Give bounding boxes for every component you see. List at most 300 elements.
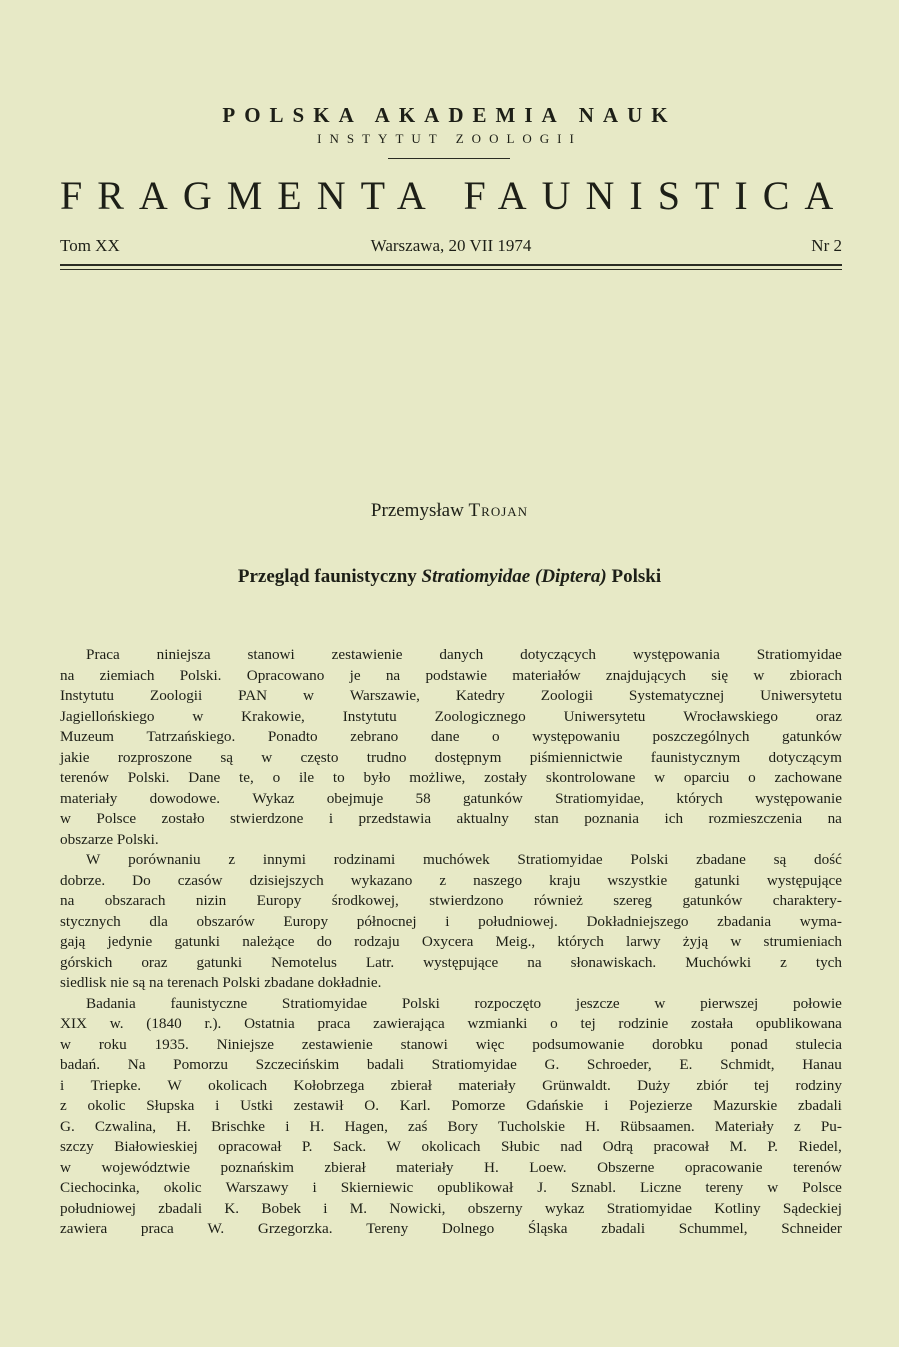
- word: Odrą: [602, 1138, 634, 1155]
- word: znajdujących: [605, 666, 687, 684]
- word: Niniejsze: [216, 1035, 274, 1053]
- word: Kołobrzega: [293, 1076, 365, 1094]
- word: Jagiellońskiego: [60, 707, 155, 725]
- word: Skierniewic: [340, 1179, 414, 1196]
- word: opublikowana: [755, 1015, 842, 1032]
- word: dowodowe.: [149, 789, 221, 807]
- word: materiały: [458, 1076, 516, 1094]
- word: oparciu: [683, 769, 730, 786]
- word: Polski: [401, 994, 440, 1012]
- word: dorobku: [652, 1035, 703, 1053]
- word: została: [690, 1015, 734, 1032]
- word: zbadane: [264, 974, 318, 991]
- word: Uniwersytetu: [760, 687, 842, 704]
- word: ich: [664, 810, 684, 827]
- word: w.: [109, 1015, 124, 1032]
- word: Praca: [86, 646, 120, 663]
- word: stulecia: [795, 1035, 842, 1053]
- word: Gdańskie: [526, 1097, 584, 1114]
- word: o: [748, 769, 756, 786]
- paragraph-line: [60, 1178, 842, 1199]
- word: zestawił: [293, 1097, 344, 1114]
- word: opracował: [218, 1138, 282, 1155]
- word: poznania: [584, 810, 640, 827]
- word: muchówek: [423, 851, 490, 868]
- word: PAN: [238, 687, 268, 704]
- word: Opracowano: [246, 666, 325, 684]
- word: Schmidt,: [720, 1056, 775, 1073]
- word: do: [316, 933, 332, 950]
- word: Stratiomyidae: [606, 1199, 692, 1217]
- paragraph-line: [60, 953, 842, 974]
- word: M.: [349, 1199, 368, 1217]
- word: Zoologii: [540, 687, 594, 704]
- word: Polski.: [116, 830, 159, 848]
- word: Schroeder,: [586, 1056, 652, 1073]
- word: na: [827, 810, 842, 827]
- word: gają: [60, 933, 86, 950]
- word: Instytutu: [60, 687, 115, 704]
- word: wyma-: [799, 912, 842, 930]
- word: faunistycznym: [650, 748, 741, 766]
- author-last-name: Trojan: [468, 500, 529, 521]
- word: opracowanie: [684, 1158, 763, 1176]
- word: i: [312, 1179, 317, 1196]
- word: Tucholskie: [498, 1117, 565, 1135]
- word: obszarze: [60, 830, 117, 848]
- word: J.: [537, 1179, 547, 1196]
- word: Latr.: [365, 953, 395, 971]
- word: Do: [132, 871, 151, 889]
- word: obszarach: [104, 892, 166, 909]
- word: również: [533, 892, 583, 909]
- word: okolicach: [208, 1076, 268, 1094]
- word: Wrocławskiego: [683, 707, 778, 725]
- word: Polski.: [127, 769, 170, 786]
- word: Stratiomyidae: [517, 851, 603, 868]
- word: Ustki: [240, 1097, 273, 1114]
- word: kraju: [549, 871, 581, 889]
- word: K.: [224, 1199, 240, 1217]
- word: porównaniu: [128, 851, 201, 868]
- paragraph-line: [60, 1014, 842, 1035]
- word: wzmianki: [467, 1015, 528, 1032]
- word: w: [730, 933, 742, 950]
- word: je: [349, 666, 361, 684]
- paragraph-line: [60, 1117, 842, 1138]
- word: niniejsza: [156, 646, 211, 663]
- word: obszerny: [467, 1199, 523, 1217]
- word: Sack.: [332, 1138, 367, 1155]
- word: pracował: [653, 1138, 710, 1155]
- word: w: [303, 687, 315, 704]
- word: Zoologicznego: [434, 707, 526, 725]
- word: badań.: [60, 1056, 101, 1073]
- word: Polski: [222, 974, 265, 991]
- word: naszego: [473, 871, 523, 889]
- word: faunistyczne: [170, 994, 248, 1012]
- word: Dolnego: [441, 1220, 495, 1237]
- word: południowej: [60, 1199, 136, 1217]
- word: ponad: [730, 1035, 768, 1053]
- word: wszystkie: [607, 871, 668, 889]
- word: w: [767, 1179, 779, 1196]
- word: o: [492, 728, 500, 745]
- word: tych: [815, 953, 842, 971]
- word: w: [654, 994, 666, 1012]
- word: dobrze.: [60, 871, 106, 889]
- word: często: [300, 748, 339, 766]
- word: i: [323, 1199, 328, 1217]
- word: Polski: [630, 851, 669, 868]
- word: z: [60, 1097, 67, 1114]
- paragraph-line: [60, 727, 842, 748]
- word: obszarów: [196, 912, 255, 930]
- word: terenach: [167, 974, 223, 991]
- word: i: [60, 1076, 65, 1094]
- word: Muchówki: [685, 953, 752, 971]
- paragraph-line: [60, 809, 842, 830]
- volume-label: Tom XX: [60, 236, 120, 255]
- word: o: [550, 1015, 558, 1032]
- paragraph-line: [60, 768, 842, 789]
- word: więc: [475, 1035, 505, 1053]
- word: z: [439, 871, 447, 889]
- word: możliwe,: [409, 769, 466, 786]
- word: występujące: [766, 871, 842, 889]
- word: Schummel,: [678, 1220, 748, 1237]
- word: to: [332, 769, 345, 786]
- word: zbadane: [696, 851, 746, 868]
- word: w: [654, 769, 666, 786]
- word: Nemotelus: [271, 953, 337, 971]
- word: Ostatnia: [244, 1015, 295, 1032]
- word: północnej: [356, 912, 417, 930]
- word: są: [773, 851, 787, 868]
- word: poznańskim: [220, 1158, 294, 1176]
- issue-info-row: [60, 236, 842, 260]
- word: dla: [149, 912, 168, 930]
- word: podsumowanie: [532, 1035, 625, 1053]
- word: roku: [98, 1035, 127, 1053]
- institute-name: INSTYTUT ZOOLOGII: [317, 131, 582, 146]
- word: których: [676, 789, 723, 807]
- word: gatunków: [462, 789, 523, 807]
- word: Materiały: [714, 1117, 774, 1135]
- word: Mazurskie: [713, 1097, 778, 1114]
- word: rodzinami: [333, 851, 396, 868]
- word: praca: [140, 1220, 174, 1237]
- academy-name: POLSKA AKADEMIA NAUK: [222, 103, 677, 127]
- word: H.: [309, 1117, 325, 1135]
- word: zachowane: [774, 769, 842, 786]
- word: Instytutu: [342, 707, 397, 725]
- word: Pomorze: [451, 1097, 506, 1114]
- word: Rübsaamen.: [620, 1117, 695, 1135]
- word: województwie: [101, 1158, 191, 1176]
- word: zebrano: [350, 728, 399, 745]
- word: Triepke.: [90, 1076, 142, 1094]
- word: rodzinie: [618, 1015, 669, 1032]
- paragraph-line: [60, 850, 842, 871]
- paragraph-line: [60, 891, 842, 912]
- issue-number: Nr 2: [811, 236, 842, 255]
- word: ile: [298, 769, 315, 786]
- word: P.: [301, 1138, 313, 1155]
- word: oraz: [141, 953, 168, 971]
- word: materiałów: [512, 666, 581, 684]
- word: materiały: [60, 789, 118, 807]
- word: z: [793, 1117, 801, 1135]
- word: dość: [814, 851, 842, 868]
- word: dotyczących: [520, 646, 597, 663]
- paragraph-line: [60, 666, 842, 687]
- word: dane: [430, 728, 460, 745]
- word: i: [285, 1117, 290, 1135]
- paragraph-line: [60, 1199, 842, 1220]
- paragraph-line: [60, 1035, 842, 1056]
- word: H.: [176, 1117, 191, 1135]
- word: Obszerne: [597, 1158, 655, 1176]
- word: Pomorzu: [173, 1056, 228, 1073]
- word: zbadali: [601, 1220, 646, 1237]
- word: się: [711, 666, 729, 684]
- word: Stratiomyidae: [431, 1056, 517, 1073]
- word: rodziny: [795, 1076, 842, 1094]
- word: siedlisk: [60, 974, 111, 991]
- word: Sznabl.: [570, 1179, 617, 1196]
- word: trudno: [366, 748, 407, 766]
- word: jedynie: [107, 933, 153, 950]
- word: nie: [110, 974, 133, 991]
- word: Śląska: [527, 1220, 568, 1237]
- word: Brischke: [211, 1117, 266, 1135]
- paragraph-line: [60, 932, 842, 953]
- word: występujące: [423, 953, 499, 971]
- word: zestawienie: [331, 646, 403, 663]
- word: zbierał: [324, 1158, 366, 1176]
- paragraph-line: [60, 973, 842, 994]
- paragraph-line: [60, 912, 842, 933]
- word: zbadania: [717, 912, 772, 930]
- word: XIX: [60, 1015, 87, 1032]
- word: Bobek: [261, 1199, 302, 1217]
- word: są: [132, 974, 150, 991]
- paragraph-line: [60, 686, 842, 707]
- word: na: [60, 666, 75, 684]
- paragraph-line: [60, 748, 842, 769]
- word: występowania: [632, 646, 720, 663]
- word: Warszawie,: [349, 687, 420, 704]
- word: stan: [534, 810, 559, 827]
- place-date: Warszawa, 20 VII 1974: [370, 236, 532, 255]
- word: Słubic: [500, 1138, 540, 1155]
- word: opublikował: [437, 1179, 514, 1196]
- paragraph-line: [60, 994, 842, 1015]
- word: 1935.: [154, 1035, 189, 1053]
- word: Europy: [256, 892, 302, 909]
- word: tej: [580, 1015, 596, 1032]
- word: Sądeckiej: [782, 1199, 842, 1217]
- paragraph-line: [60, 830, 842, 851]
- word: terenów: [60, 769, 109, 786]
- word: Pojezierze: [629, 1097, 693, 1114]
- word: na: [149, 974, 168, 991]
- word: na: [527, 953, 542, 971]
- word: Tatrzańskiego.: [146, 728, 236, 745]
- word: gatunków: [782, 728, 842, 745]
- word: wykaz: [544, 1199, 585, 1217]
- word: aktualny: [456, 810, 509, 827]
- word: Wykaz: [252, 789, 295, 807]
- word: stanowi: [400, 1035, 448, 1053]
- word: Tereny: [366, 1220, 409, 1237]
- word: szereg: [613, 892, 653, 909]
- word: r.).: [204, 1015, 222, 1032]
- word: Systematycznej: [628, 687, 725, 704]
- word: żyją: [682, 933, 709, 950]
- word: Czwalina,: [94, 1117, 157, 1135]
- word: rozpoczęto: [474, 994, 542, 1012]
- word: Stratiomyidae: [756, 646, 842, 663]
- word: czasów: [177, 871, 223, 889]
- word: ziemiach: [99, 666, 155, 684]
- word: dotyczącym: [768, 748, 842, 766]
- word: Pu-: [820, 1117, 842, 1135]
- word: okolic: [87, 1097, 126, 1114]
- word: wykazano: [350, 871, 413, 889]
- word: gatunki: [174, 933, 220, 950]
- word: Duży: [637, 1076, 671, 1094]
- word: należące: [242, 933, 295, 950]
- word: Kotliny: [714, 1199, 761, 1217]
- word: Słupska: [146, 1097, 195, 1114]
- word: terenów: [792, 1158, 842, 1176]
- word: Loew.: [529, 1158, 567, 1176]
- word: jeszcze: [575, 994, 620, 1012]
- word: zostało: [161, 810, 205, 827]
- word: zbiorach: [789, 666, 842, 684]
- word: W: [167, 1076, 182, 1094]
- word: z: [780, 953, 787, 971]
- word: w: [192, 707, 204, 725]
- word: Białowieskiej: [114, 1138, 198, 1155]
- word: Hagen,: [344, 1117, 388, 1135]
- word: stanowi: [247, 646, 295, 663]
- word: środkowej,: [331, 892, 399, 909]
- word: przedstawia: [358, 810, 432, 827]
- word: jakie: [60, 748, 90, 766]
- word: praca: [317, 1015, 351, 1032]
- word: Stratiomyidae: [281, 994, 368, 1012]
- word: występowaniu: [532, 728, 620, 745]
- word: na: [385, 666, 401, 684]
- word: (1840: [146, 1015, 182, 1032]
- word: i: [445, 912, 450, 930]
- word: W: [86, 851, 101, 868]
- title-order: (Diptera): [535, 566, 607, 587]
- word: rozproszone: [117, 748, 193, 766]
- word: rozmieszczenia: [708, 810, 803, 827]
- word: larwy: [626, 933, 661, 950]
- word: Nowicki,: [389, 1199, 446, 1217]
- paragraph-line: [60, 707, 842, 728]
- word: górskich: [60, 953, 113, 971]
- word: charaktery-: [772, 892, 842, 909]
- word: P.: [767, 1138, 778, 1155]
- word: zbierał: [390, 1076, 433, 1094]
- word: O.: [364, 1097, 380, 1114]
- paragraph-line: [60, 645, 842, 666]
- word: zaś: [408, 1117, 428, 1135]
- word: było: [363, 769, 391, 786]
- word: Stratiomyidae,: [555, 789, 645, 807]
- word: są: [220, 748, 233, 766]
- word: danych: [439, 646, 484, 663]
- word: w: [60, 810, 71, 827]
- word: M.: [729, 1138, 747, 1155]
- word: H.: [483, 1158, 499, 1176]
- word: Schneider: [781, 1220, 842, 1237]
- word: G.: [544, 1056, 560, 1073]
- word: rodzaju: [354, 933, 400, 950]
- word: obejmuje: [326, 789, 384, 807]
- journal-title: FRAGMENTA FAUNISTICA: [60, 173, 849, 218]
- word: gatunki: [694, 871, 740, 889]
- word: zawiera: [60, 1220, 108, 1237]
- word: innymi: [262, 851, 306, 868]
- word: Krakowie,: [241, 707, 305, 725]
- word: szczy: [60, 1138, 94, 1155]
- word: dzisiejszych: [249, 871, 324, 889]
- word: W: [386, 1138, 402, 1155]
- word: tej: [753, 1076, 770, 1094]
- paragraph-line: [60, 1055, 842, 1076]
- word: Katedry: [455, 687, 505, 704]
- word: piśmiennictwie: [529, 748, 623, 766]
- word: w: [753, 666, 765, 684]
- word: zostały: [484, 769, 528, 786]
- word: Hanau: [802, 1056, 842, 1073]
- word: 58: [415, 789, 431, 807]
- paragraph-line: [60, 1076, 842, 1097]
- word: tereny: [705, 1179, 744, 1196]
- word: w: [60, 1158, 71, 1176]
- word: Dokładniejszego: [586, 912, 689, 930]
- word: zbadali: [158, 1199, 203, 1217]
- word: zbadali: [798, 1097, 842, 1114]
- word: zestawienie: [301, 1035, 373, 1053]
- word: Oxycera: [421, 933, 474, 950]
- paragraph-line: [60, 871, 842, 892]
- word: zbiór: [696, 1076, 728, 1094]
- word: połowie: [792, 994, 842, 1012]
- word: Na: [127, 1056, 146, 1073]
- word: Dane: [188, 769, 221, 786]
- word: w: [60, 1035, 71, 1053]
- word: zawierająca: [373, 1015, 445, 1032]
- word: nad: [560, 1138, 583, 1155]
- word: dokładnie.: [317, 974, 382, 991]
- paragraph-line: [60, 1096, 842, 1117]
- paragraph-line: [60, 1219, 842, 1240]
- word: Karl.: [399, 1097, 431, 1114]
- word: na: [60, 892, 75, 909]
- paragraph-line: [60, 789, 842, 810]
- body-text: [60, 645, 842, 1240]
- word: Warszawy: [225, 1179, 289, 1196]
- word: i: [604, 1097, 609, 1114]
